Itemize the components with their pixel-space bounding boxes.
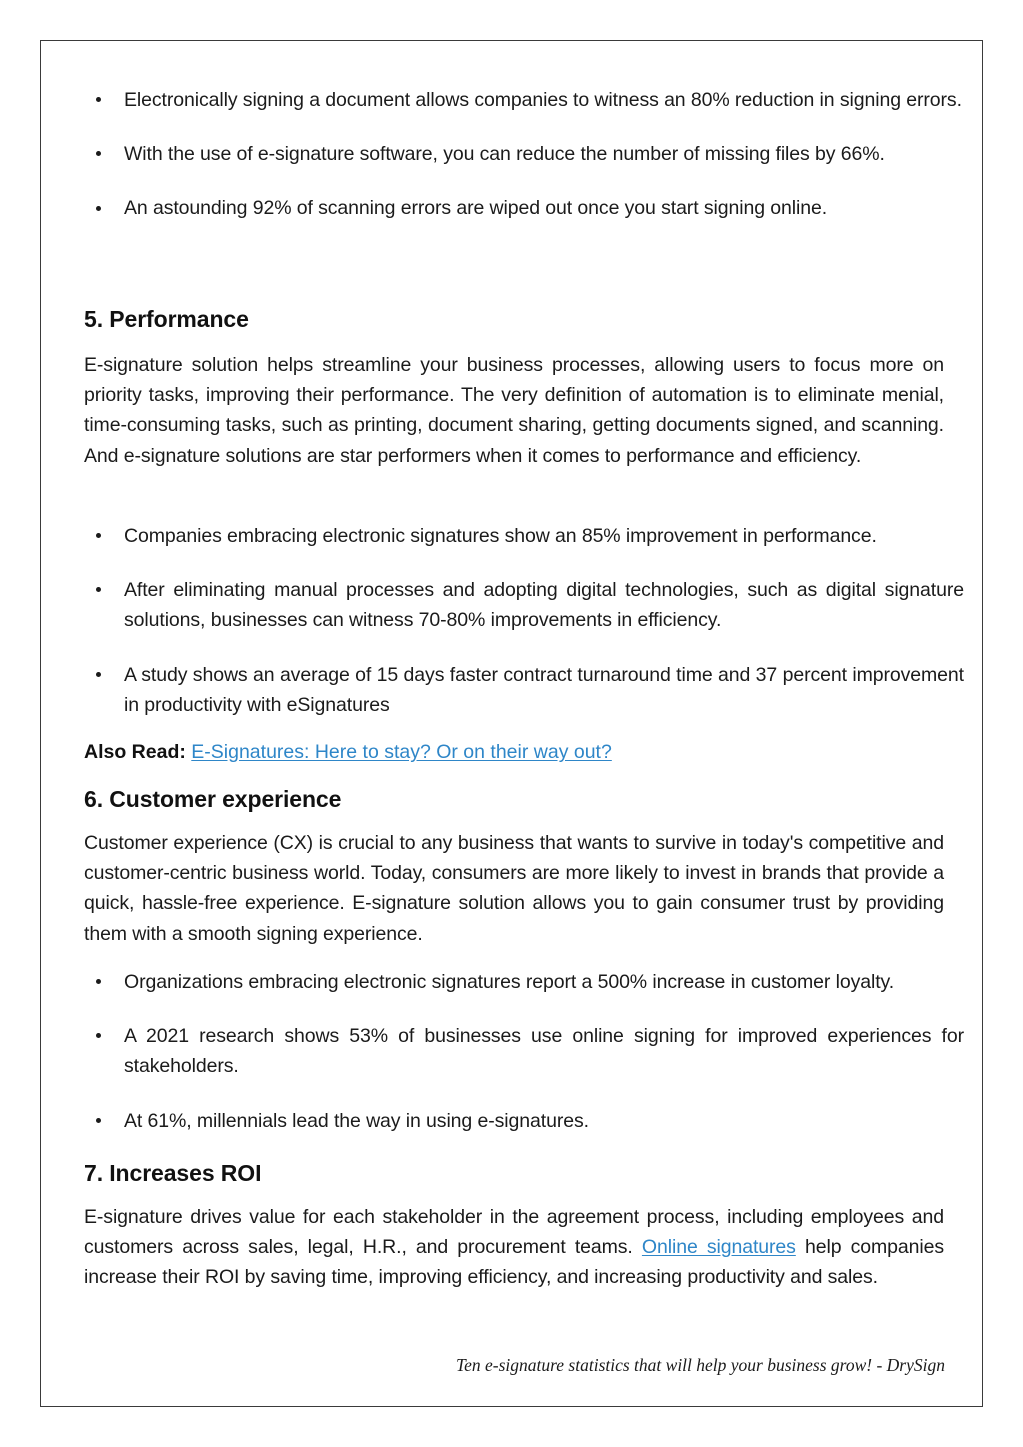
list-item (62, 521, 964, 551)
list-item (62, 575, 964, 635)
list-item-text: With the use of e-signature software, you can reduce the number of missing files by 66%. (124, 143, 885, 166)
section-paragraph-performance: E-signature solution helps streamline your business processes, allowing users to focus more on priority tasks, improving their performance. The very definition of automation is to eliminate menial, time-consuming tasks, such as printing, document sharing, getting documents signed, and scanning. And e-signature solutions are star performers when it comes to performance and efficiency. (84, 354, 944, 467)
section-paragraph-customer-experience: Customer experience (CX) is crucial to any business that wants to survive in today's competitive and customer-centric business world. Today, consumers are more likely to invest in brands that provide a quick, hassle-free experience. E-signature solution allows you to gain consumer trust by providing them with a smooth signing experience. (84, 832, 944, 945)
list-item (62, 1021, 964, 1081)
also-read-line (84, 738, 944, 767)
list-item-text: An astounding 92% of scanning errors are wiped out once you start signing online. (124, 197, 828, 220)
list-item (62, 139, 964, 169)
performance-bullet-list (62, 521, 964, 720)
list-item-text: A study shows an average of 15 days faster contract turnaround time and 37 percent improvement in productivity with eSignatures (124, 663, 964, 716)
bullet-point-icon (96, 533, 101, 538)
list-item-text: Electronically signing a document allows companies to witness an 80% reduction in signing errors. (124, 89, 962, 111)
page-content (62, 41, 964, 1406)
customer-experience-bullet-list (62, 967, 964, 1136)
bullet-point-icon (96, 206, 101, 211)
roi-paragraph-part-2: help companies increase their ROI by saving time, improving efficiency, and increasing productivity and sales. (84, 1236, 944, 1289)
section-heading-increases-roi: 7. Increases ROI (84, 1160, 262, 1186)
bullet-point-icon (96, 97, 101, 102)
section-heading-customer-experience: 6. Customer experience (84, 786, 342, 812)
roi-paragraph-part-1: E-signature drives value for each stakeholder in the agreement process, including employees and customers across sales, legal, H.R., and procurement teams. (84, 1206, 944, 1259)
list-item-text: Organizations embracing electronic signatures report a 500% increase in customer loyalty. (124, 971, 895, 993)
bullet-point-icon (96, 151, 101, 156)
top-bullet-list (62, 85, 964, 224)
list-item (62, 85, 964, 115)
also-read-link[interactable]: E-Signatures: Here to stay? Or on their way out? (191, 741, 612, 763)
bullet-point-icon (96, 1033, 101, 1038)
also-read-label: Also Read: (84, 741, 186, 763)
list-item (62, 1106, 964, 1136)
page-footer: Ten e-signature statistics that will help your business grow! - DrySign (455, 1355, 945, 1375)
section-heading-performance: 5. Performance (84, 306, 249, 332)
bullet-point-icon (96, 1118, 101, 1123)
bullet-point-icon (96, 587, 101, 592)
list-item (62, 967, 964, 997)
list-item-text: After eliminating manual processes and adopting digital technologies, such as digital signature solutions, businesses can witness 70-80% improvements in efficiency. (124, 579, 964, 632)
list-item-text: At 61%, millennials lead the way in using e-signatures. (124, 1109, 589, 1132)
section-paragraph-increases-roi (84, 1202, 944, 1293)
list-item-text: Companies embracing electronic signatures show an 85% improvement in performance. (124, 525, 877, 547)
bullet-point-icon (96, 672, 101, 677)
list-item-text: A 2021 research shows 53% of businesses use online signing for improved experiences for stakeholders. (124, 1025, 964, 1078)
bullet-point-icon (96, 979, 101, 984)
document-page (40, 40, 983, 1407)
list-item (62, 660, 964, 720)
online-signatures-link[interactable]: Online signatures (641, 1236, 796, 1259)
list-item (62, 193, 964, 223)
